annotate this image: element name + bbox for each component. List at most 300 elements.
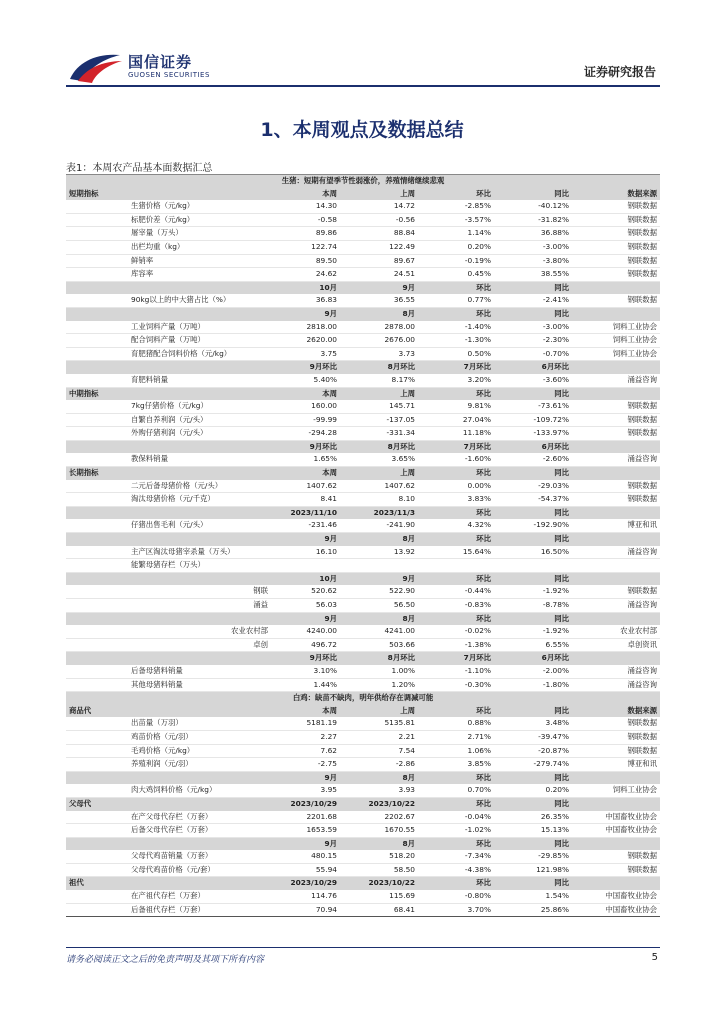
table-row [66,665,660,678]
indicator-cell [128,387,271,400]
change-cell: -3.57% [418,213,494,227]
current-value-cell: 14.30 [271,200,340,213]
previous-value-cell: 68.41 [340,903,418,917]
previous-value-cell: -241.90 [340,519,418,532]
indicator-cell: 后备祖代存栏（万套） [128,903,271,917]
current-value-cell: 2023/10/29 [271,797,340,810]
table-row [66,427,660,441]
yoy-cell: -0.70% [494,347,572,361]
change-cell: 3.20% [418,374,494,387]
indicator-cell [128,281,271,294]
indicator-cell: 出栏均重（kg） [128,240,271,254]
category-cell [66,361,128,374]
category-cell [66,665,128,678]
report-type-label: 证券研究报告 [583,65,656,79]
yoy-cell: -279.74% [494,758,572,772]
category-cell [66,413,128,427]
change-cell: -0.30% [418,678,494,692]
current-value-cell: 520.62 [271,585,340,598]
table-row [66,413,660,427]
previous-value-cell: 上周 [340,387,418,400]
previous-value-cell: 2023/10/22 [340,877,418,890]
change-cell: 环比 [418,797,494,810]
yoy-cell: 同比 [494,877,572,890]
indicator-cell: 其他母猪料销量 [128,678,271,692]
change-cell: -0.04% [418,811,494,824]
yoy-cell: -2.60% [494,453,572,466]
category-cell [66,200,128,213]
table-row [66,321,660,334]
table-header-row [66,387,660,400]
indicator-cell: 涌益 [128,599,271,613]
category-cell: 中期指标 [66,387,128,400]
category-cell [66,585,128,598]
current-value-cell: 9月 [271,612,340,625]
current-value-cell: 2818.00 [271,321,340,334]
current-value-cell: 89.86 [271,227,340,241]
category-cell [66,890,128,903]
table-header-row [66,440,660,453]
change-cell: 环比 [418,307,494,320]
yoy-cell: 同比 [494,572,572,585]
table-row [66,347,660,361]
yoy-cell: 同比 [494,612,572,625]
indicator-cell: 在产父母代存栏（万套） [128,811,271,824]
previous-value-cell: 8月环比 [340,361,418,374]
table-row [66,374,660,387]
table-row [66,400,660,413]
category-cell [66,625,128,638]
change-cell: 7月环比 [418,440,494,453]
category-cell [66,863,128,877]
indicator-cell: 育肥猪配合饲料价格（元/kg） [128,347,271,361]
yoy-cell: -31.82% [494,213,572,227]
yoy-cell: 6月环比 [494,361,572,374]
previous-value-cell: 88.84 [340,227,418,241]
indicator-cell: 后备父母代存栏（万套） [128,824,271,838]
source-cell: 卓创资讯 [572,638,660,652]
yoy-cell: 同比 [494,387,572,400]
current-value-cell: 9月 [271,307,340,320]
change-cell: -1.10% [418,665,494,678]
source-cell: 钢联数据 [572,480,660,493]
source-cell: 数据来源 [572,188,660,201]
yoy-cell: -3.60% [494,374,572,387]
table-row [66,200,660,213]
table-header-row [66,612,660,625]
source-cell: 涌益咨询 [572,665,660,678]
category-cell [66,837,128,850]
logo-name-en: GUOSEN SECURITIES [128,71,210,79]
table-row [66,638,660,652]
current-value-cell: 1407.62 [271,480,340,493]
category-cell [66,453,128,466]
yoy-cell: 6月环比 [494,652,572,665]
indicator-cell [128,652,271,665]
yoy-cell: 同比 [494,797,572,810]
source-cell: 钢联数据 [572,427,660,441]
yoy-cell: 16.50% [494,546,572,559]
change-cell: 环比 [418,533,494,546]
current-value-cell: 10月 [271,572,340,585]
source-cell: 涌益咨询 [572,546,660,559]
yoy-cell: -3.00% [494,240,572,254]
current-value-cell: -0.58 [271,213,340,227]
previous-value-cell: 13.92 [340,546,418,559]
category-cell [66,758,128,772]
table-row [66,744,660,758]
yoy-cell: -2.41% [494,294,572,307]
current-value-cell: 9月环比 [271,440,340,453]
current-value-cell: 3.75 [271,347,340,361]
previous-value-cell: 1.00% [340,665,418,678]
current-value-cell: 160.00 [271,400,340,413]
change-cell: 3.83% [418,493,494,507]
indicator-cell: 后备母猪料销量 [128,665,271,678]
previous-value-cell: 8月 [340,837,418,850]
yoy-cell: 15.13% [494,824,572,838]
yoy-cell: -192.90% [494,519,572,532]
change-cell: -0.44% [418,585,494,598]
source-cell [572,877,660,890]
yoy-cell: -3.00% [494,321,572,334]
table-row [66,294,660,307]
current-value-cell: 480.15 [271,850,340,863]
indicator-cell [128,361,271,374]
source-cell [572,307,660,320]
source-cell: 中国畜牧业协会 [572,811,660,824]
section-heading: 生猪：短期有望季节性弱涨价，养殖情绪继续悲观 [66,175,660,188]
category-cell: 父母代 [66,797,128,810]
previous-value-cell: 518.20 [340,850,418,863]
yoy-cell: 6.55% [494,638,572,652]
current-value-cell: 3.10% [271,665,340,678]
previous-value-cell: 145.71 [340,400,418,413]
category-cell [66,506,128,519]
previous-value-cell: 上周 [340,705,418,718]
table-header-row [66,877,660,890]
previous-value-cell: 8月环比 [340,652,418,665]
indicator-cell: 7kg仔猪价格（元/kg） [128,400,271,413]
table-row [66,519,660,532]
yoy-cell [494,559,572,573]
indicator-cell: 淘汰母猪价格（元/千克） [128,493,271,507]
table-section-row [66,692,660,705]
source-cell [572,387,660,400]
source-cell: 钢联数据 [572,254,660,268]
indicator-cell: 在产祖代存栏（万套） [128,890,271,903]
current-value-cell: 10月 [271,281,340,294]
previous-value-cell: 上周 [340,467,418,480]
previous-value-cell: 7.54 [340,744,418,758]
change-cell: 9.81% [418,400,494,413]
previous-value-cell: 1407.62 [340,480,418,493]
table-row [66,824,660,838]
table-row [66,717,660,730]
change-cell: 环比 [418,705,494,718]
previous-value-cell: 522.90 [340,585,418,598]
table-row [66,227,660,241]
change-cell [418,559,494,573]
category-cell [66,717,128,730]
table-row [66,480,660,493]
indicator-cell: 父母代鸡苗价格（元/套） [128,863,271,877]
change-cell: 0.20% [418,240,494,254]
change-cell: 环比 [418,771,494,784]
yoy-cell: 36.88% [494,227,572,241]
yoy-cell: -54.37% [494,493,572,507]
current-value-cell: 7.62 [271,744,340,758]
change-cell: 3.85% [418,758,494,772]
change-cell: 环比 [418,837,494,850]
header-divider [66,85,660,87]
category-cell: 短期指标 [66,188,128,201]
current-value-cell: 本周 [271,705,340,718]
previous-value-cell: -137.05 [340,413,418,427]
category-cell [66,638,128,652]
yoy-cell: -29.85% [494,850,572,863]
source-cell: 钢联数据 [572,200,660,213]
yoy-cell: -73.61% [494,400,572,413]
current-value-cell: 56.03 [271,599,340,613]
previous-value-cell: 2202.67 [340,811,418,824]
table-header-row [66,652,660,665]
indicator-cell: 农业农村部 [128,625,271,638]
source-cell: 钢联数据 [572,227,660,241]
indicator-cell [128,440,271,453]
section-title: 1、本周观点及数据总结 [260,119,464,141]
category-cell [66,599,128,613]
change-cell: 0.00% [418,480,494,493]
source-cell: 博亚和讯 [572,519,660,532]
source-cell [572,506,660,519]
source-cell: 饲料工业协会 [572,784,660,797]
current-value-cell: 1.65% [271,453,340,466]
category-cell [66,824,128,838]
category-cell [66,678,128,692]
previous-value-cell: 4241.00 [340,625,418,638]
yoy-cell: 26.35% [494,811,572,824]
indicator-cell [128,533,271,546]
previous-value-cell: -2.86 [340,758,418,772]
indicator-cell: 外购仔猪利润（元/头） [128,427,271,441]
table-header-row [66,506,660,519]
guosen-logo-icon [68,51,124,83]
previous-value-cell: 2.21 [340,730,418,744]
table-row [66,678,660,692]
source-cell: 饲料工业协会 [572,347,660,361]
source-cell: 饲料工业协会 [572,321,660,334]
indicator-cell: 父母代鸡苗销量（万套） [128,850,271,863]
previous-value-cell: 2676.00 [340,334,418,348]
previous-value-cell: 14.72 [340,200,418,213]
category-cell [66,321,128,334]
category-cell [66,440,128,453]
current-value-cell: 5181.19 [271,717,340,730]
source-cell: 钢联数据 [572,730,660,744]
yoy-cell: 同比 [494,705,572,718]
source-cell: 涌益咨询 [572,599,660,613]
yoy-cell: 0.20% [494,784,572,797]
table-row [66,863,660,877]
yoy-cell: 同比 [494,533,572,546]
current-value-cell: 3.95 [271,784,340,797]
category-cell [66,493,128,507]
yoy-cell: 25.86% [494,903,572,917]
source-cell: 中国畜牧业协会 [572,890,660,903]
indicator-cell [128,612,271,625]
indicator-cell [128,771,271,784]
indicator-cell: 库容率 [128,268,271,282]
previous-value-cell: 8月 [340,533,418,546]
table-row [66,758,660,772]
source-cell [572,572,660,585]
previous-value-cell: 上周 [340,188,418,201]
table-row [66,493,660,507]
category-cell [66,771,128,784]
table-row [66,903,660,917]
indicator-cell [128,506,271,519]
change-cell: 7月环比 [418,652,494,665]
change-cell: 环比 [418,612,494,625]
indicator-cell: 教保料销量 [128,453,271,466]
change-cell: 15.64% [418,546,494,559]
yoy-cell: -2.00% [494,665,572,678]
current-value-cell: 122.74 [271,240,340,254]
category-cell [66,400,128,413]
source-cell: 中国畜牧业协会 [572,824,660,838]
table-row [66,546,660,559]
table-row [66,599,660,613]
previous-value-cell: 8.10 [340,493,418,507]
previous-value-cell: 3.73 [340,347,418,361]
yoy-cell: 1.54% [494,890,572,903]
current-value-cell: 9月环比 [271,652,340,665]
table-row [66,453,660,466]
table-header-row [66,467,660,480]
table-row [66,811,660,824]
yoy-cell: 同比 [494,771,572,784]
previous-value-cell: 8月 [340,771,418,784]
table-row [66,784,660,797]
previous-value-cell: 36.55 [340,294,418,307]
source-cell [572,467,660,480]
source-cell: 饲料工业协会 [572,334,660,348]
yoy-cell: 同比 [494,837,572,850]
current-value-cell: 本周 [271,188,340,201]
source-cell: 涌益咨询 [572,374,660,387]
indicator-cell [128,877,271,890]
current-value-cell: -2.75 [271,758,340,772]
source-cell [572,771,660,784]
source-cell [572,361,660,374]
indicator-cell: 卓创 [128,638,271,652]
yoy-cell: 同比 [494,506,572,519]
current-value-cell: -231.46 [271,519,340,532]
yoy-cell: -109.72% [494,413,572,427]
source-cell: 数据来源 [572,705,660,718]
source-cell: 钢联数据 [572,585,660,598]
source-cell: 钢联数据 [572,413,660,427]
previous-value-cell: 3.65% [340,453,418,466]
page-header [0,0,724,86]
indicator-cell: 肉大鸡饲料价格（元/kg） [128,784,271,797]
previous-value-cell: 2023/11/3 [340,506,418,519]
page-number: 5 [651,952,658,963]
current-value-cell: 89.50 [271,254,340,268]
previous-value-cell: 503.66 [340,638,418,652]
indicator-cell [128,572,271,585]
change-cell: -1.38% [418,638,494,652]
current-value-cell: 2.27 [271,730,340,744]
category-cell: 长期指标 [66,467,128,480]
indicator-cell: 标肥价差（元/kg） [128,213,271,227]
previous-value-cell: 1.20% [340,678,418,692]
change-cell: 环比 [418,877,494,890]
current-value-cell: 1653.59 [271,824,340,838]
table-header-row [66,572,660,585]
yoy-cell: 同比 [494,281,572,294]
source-cell: 钢联数据 [572,717,660,730]
table-section-row [66,175,660,188]
change-cell: -1.02% [418,824,494,838]
table-row [66,213,660,227]
data-summary-table [66,174,660,917]
yoy-cell: 121.98% [494,863,572,877]
current-value-cell: -294.28 [271,427,340,441]
yoy-cell: 同比 [494,307,572,320]
category-cell [66,652,128,665]
yoy-cell: -2.30% [494,334,572,348]
source-cell: 钢联数据 [572,268,660,282]
indicator-cell: 毛鸡价格（元/kg） [128,744,271,758]
table-header-row [66,533,660,546]
table-row [66,730,660,744]
current-value-cell: 9月 [271,533,340,546]
table-header-row [66,771,660,784]
source-cell: 钢联数据 [572,863,660,877]
indicator-cell [128,705,271,718]
source-cell: 中国畜牧业协会 [572,903,660,917]
source-cell: 钢联数据 [572,400,660,413]
table-header-row [66,281,660,294]
yoy-cell: 3.48% [494,717,572,730]
indicator-cell: 钢联 [128,585,271,598]
category-cell [66,227,128,241]
previous-value-cell: 58.50 [340,863,418,877]
indicator-cell: 自繁自养利润（元/头） [128,413,271,427]
change-cell: 4.32% [418,519,494,532]
table-row [66,334,660,348]
current-value-cell [271,559,340,573]
previous-value-cell: 8.17% [340,374,418,387]
change-cell: 0.77% [418,294,494,307]
source-cell: 钢联数据 [572,240,660,254]
previous-value-cell: 9月 [340,281,418,294]
category-cell [66,347,128,361]
category-cell [66,903,128,917]
indicator-cell: 仔猪出售毛利（元/头） [128,519,271,532]
previous-value-cell: 89.67 [340,254,418,268]
previous-value-cell: 8月 [340,612,418,625]
category-cell [66,572,128,585]
category-cell [66,213,128,227]
disclaimer-text: 请务必阅读正文之后的免责声明及其项下所有内容 [66,955,265,965]
previous-value-cell: 8月环比 [340,440,418,453]
previous-value-cell: 2878.00 [340,321,418,334]
source-cell: 涌益咨询 [572,453,660,466]
change-cell: -4.38% [418,863,494,877]
